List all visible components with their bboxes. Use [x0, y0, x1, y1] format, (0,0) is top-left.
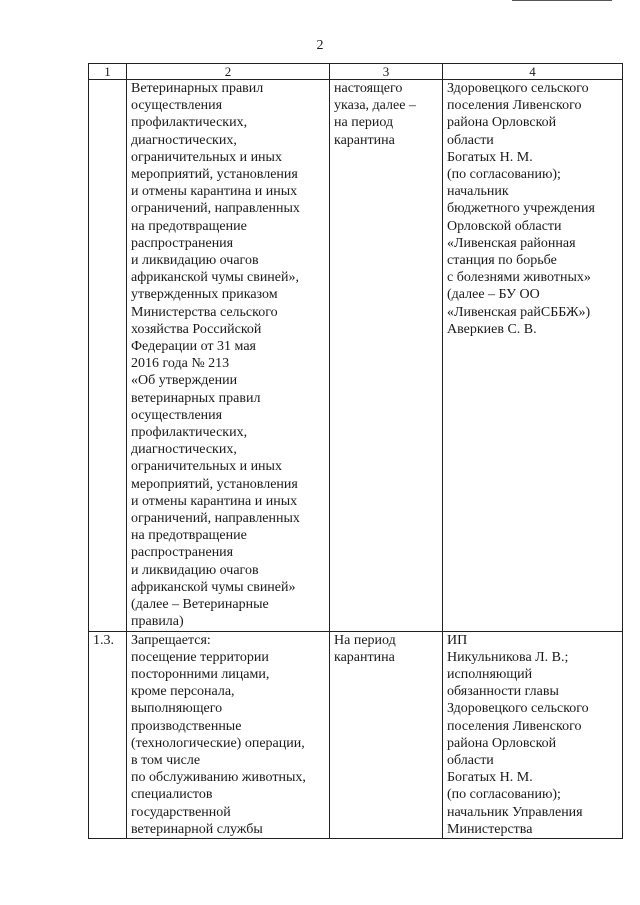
row-number: 1.3. — [89, 631, 127, 838]
scan-edge-mark — [512, 0, 612, 3]
measure-text: Ветеринарных правил осуществления профилактических, диагностических, ограничительных и иных мероприятий, установления и отмены карантина и иных ограничений, направленных на предотвращение распространения и ликвидацию очагов африканской чумы свиней», утвержденных приказом Министерства сельского хозяйства Российской Федерации от 31 мая 2016 года № 213 «Об утверждении ветеринарных правил осуществления профилактических, диагностических, ограничительных и иных мероприятий, установления и отмены карантина и иных ограничений, направленных на предотвращение распространения и ликвидацию очагов африканской чумы свиней» (далее – Ветеринарные правила) — [127, 80, 330, 632]
table-header-row — [89, 64, 623, 80]
column-header-2: 2 — [127, 64, 330, 80]
term-text: На период карантина — [330, 631, 443, 838]
term-text: настоящего указа, далее – на период карантина — [330, 80, 443, 632]
responsible-text: ИП Никульникова Л. В.; исполняющий обязанности главы Здоровецкого сельского поселения Ливенского района Орловской области Богатых Н. М. (по согласованию); начальник Управления Министерства — [443, 631, 623, 838]
responsible-text: Здоровецкого сельского поселения Ливенского района Орловской области Богатых Н. М. (по согласованию); начальник бюджетного учреждения Орловской области «Ливенская районная станция по борьбе с болезнями животных» (далее – БУ ОО «Ливенская райСББЖ») Аверкиев С. В. — [443, 80, 623, 632]
row-number — [89, 80, 127, 632]
column-header-1: 1 — [89, 64, 127, 80]
column-header-4: 4 — [443, 64, 623, 80]
measures-table — [88, 63, 623, 839]
measure-text: Запрещается: посещение территории посторонними лицами, кроме персонала, выполняющего производственные (технологические) операции, в том числе по обслуживанию животных, специалистов государственной ветеринарной службы — [127, 631, 330, 838]
page-number: 2 — [316, 38, 324, 53]
table-row — [89, 80, 623, 632]
table-row — [89, 631, 623, 838]
column-header-3: 3 — [330, 64, 443, 80]
